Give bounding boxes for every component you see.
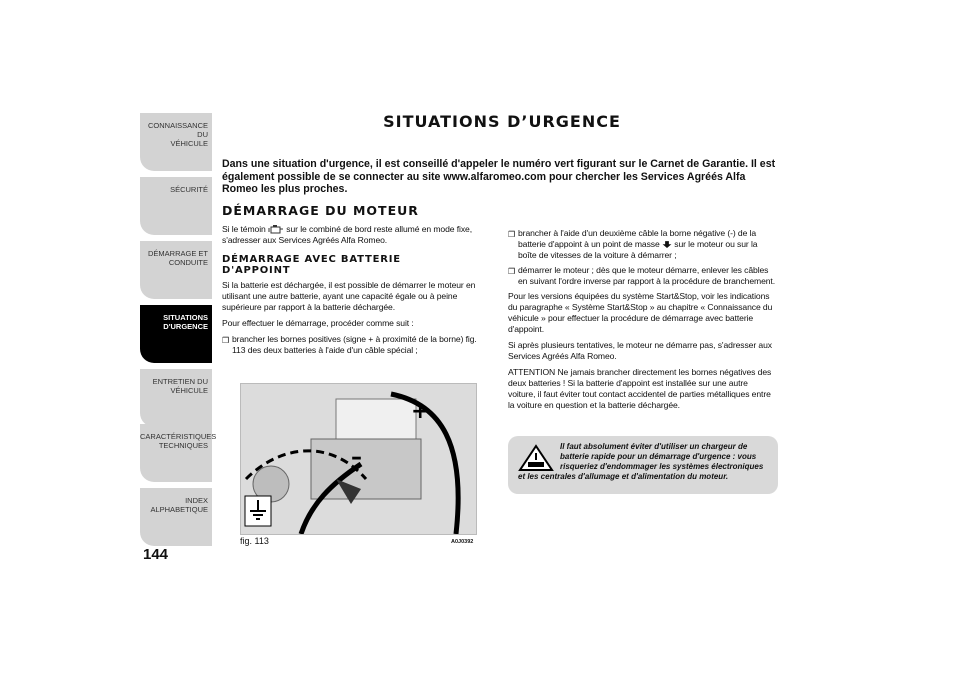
subsection-heading: DÉMARRAGE AVEC BATTERIE D'APPOINT [222, 254, 401, 277]
paragraph: Si la batterie est déchargée, il est possible de démarrer le moteur en utilisant une autre batterie, ayant une capacité égale ou à peine supérieure par rapport à la batterie déchargée. [222, 280, 476, 313]
checkbox-bullet-icon: ❒ [508, 267, 516, 277]
warning-box [508, 436, 778, 494]
checkbox-bullet-icon: ❒ [222, 336, 230, 346]
warning-text: Il faut absolument éviter d'utiliser un chargeur de batterie rapide pour un démarrage d'urgence : vous risqueriez d'endommager les systèmes électroniques et les centrales d'allumage et d'alimentation du moteur. [518, 442, 764, 481]
list-item-text: brancher les bornes positives (signe + à proximité de la borne) fig. 113 des deux batteries à l'aide d'un câble spécial ; [232, 334, 477, 356]
svg-text:–: – [351, 445, 362, 470]
text-before-icon: Si le témoin [222, 224, 266, 234]
figure-code: A0J0392 [451, 539, 474, 545]
list-item [222, 334, 490, 356]
engine-warning-icon [268, 224, 284, 235]
list-item [508, 265, 776, 287]
chapter-title: SITUATIONS D’URGENCE [383, 112, 621, 131]
list-item [508, 228, 776, 261]
right-column [508, 228, 776, 416]
text-after-icon: sur le combiné de bord reste allumé en mode fixe, s'adresser aux Services Agréés Alfa Romeo. [222, 224, 472, 246]
paragraph: Pour les versions équipées du système Start&Stop, voir les indications du paragraphe « Système Start&Stop » au chapitre « Connaissance du véhicule » pour effectuer la procédure de démarrage avec batterie d'appoint. [508, 291, 773, 335]
tab-situations-d-urgence[interactable]: SITUATIONS D'URGENCE [140, 305, 212, 363]
tab-securite[interactable]: SÉCURITÉ [140, 177, 212, 235]
ground-arrow-icon [662, 239, 672, 250]
battery-connection-illustration [241, 384, 476, 534]
left-column [222, 205, 490, 360]
svg-text:+: + [411, 399, 430, 424]
tab-caracteristiques-techniques[interactable]: CARACTÉRISTIQUES TECHNIQUES [140, 424, 212, 482]
list-item-text: brancher à l'aide d'un deuxième câble la borne négative (-) de la batterie d'appoint à un point de masse [518, 228, 757, 249]
tab-entretien-du-vehicule[interactable]: ENTRETIEN DU VÉHICULE [140, 369, 212, 427]
battery-figure [240, 383, 477, 535]
paragraph: Pour effectuer le démarrage, procéder comme suit : [222, 318, 414, 329]
tab-connaissance-du-vehicule[interactable]: CONNAISSANCE DU VÉHICULE [140, 113, 212, 171]
list-item-text-continued: sur le moteur ou sur la boîte de vitesses de la voiture à démarrer ; [518, 239, 758, 261]
figure-caption: fig. 113 [240, 536, 269, 546]
tab-index-alphabetique[interactable]: INDEX ALPHABETIQUE [140, 488, 212, 546]
list-item-text: démarrer le moteur ; dès que le moteur démarre, enlever les câbles en suivant l'ordre inverse par rapport à la procédure de branchement. [518, 265, 776, 287]
attention-paragraph: ATTENTION Ne jamais brancher directement les bornes négatives des deux batteries ! Si la batterie d'appoint est installée sur une autre voiture, il faut éviter tout contact accidentel de parties métalliques entre la voiture en question et la batterie déchargée. [508, 367, 772, 411]
page-number: 144 [143, 546, 169, 563]
checkbox-bullet-icon: ❒ [508, 230, 516, 239]
intro-paragraph: Dans une situation d'urgence, il est conseillé d'appeler le numéro vert figurant sur le Carnet de Garantie. Il est également possible de se connecter au site www.alfaromeo.com pour chercher les Services Agréés Alfa Romeo les plus proches. [222, 158, 776, 195]
warning-light-paragraph [222, 224, 490, 246]
section-heading: DÉMARRAGE DU MOTEUR [222, 203, 419, 218]
warning-triangle-icon [518, 444, 554, 472]
tab-demarrage-et-conduite[interactable]: DÉMARRAGE ET CONDUITE [140, 241, 212, 299]
paragraph: Si après plusieurs tentatives, le moteur ne démarre pas, s'adresser aux Services Agréés Alfa Romeo. [508, 340, 772, 362]
